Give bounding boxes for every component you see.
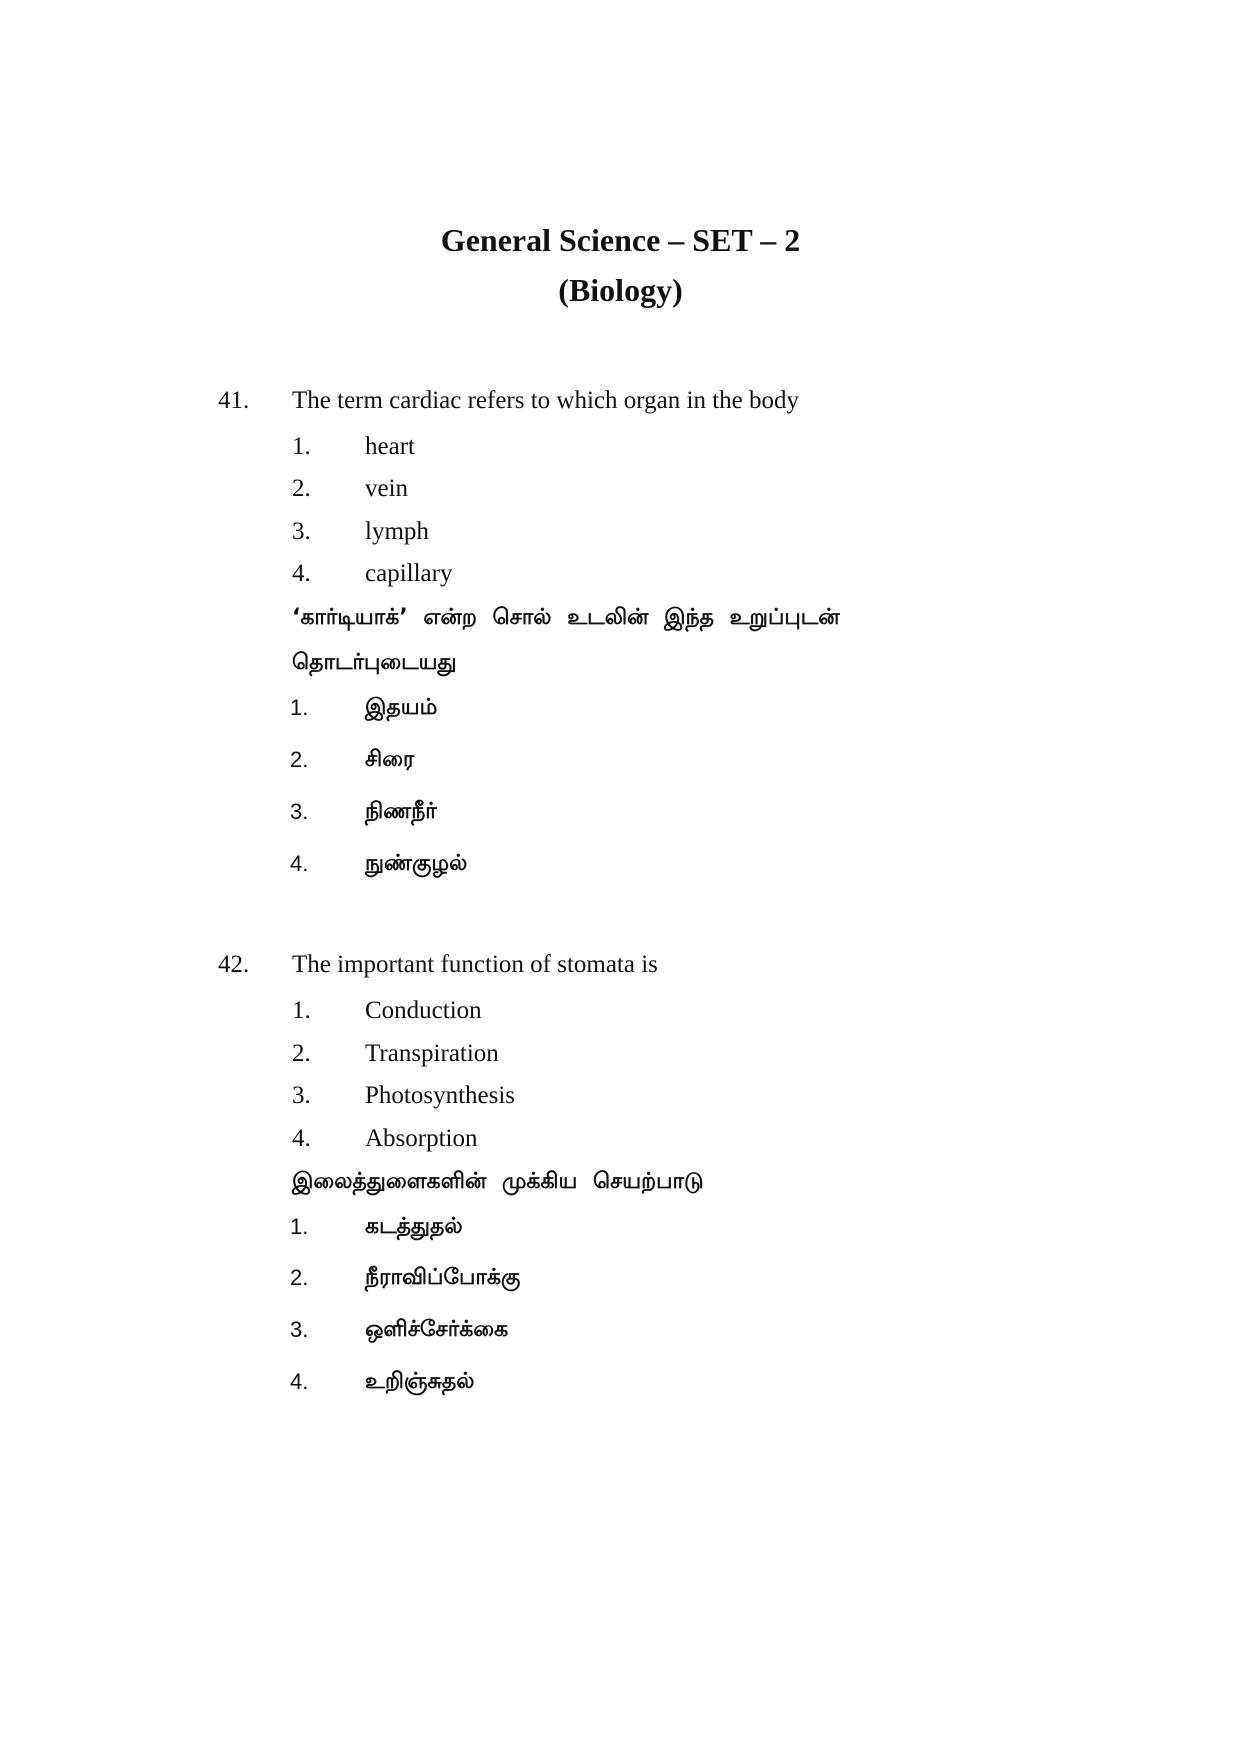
- option-text: Absorption: [365, 1125, 478, 1152]
- tamil-option-number: 1.: [290, 1214, 309, 1239]
- tamil-option-text: நுண்குழல்: [365, 851, 468, 876]
- option-number: 3.: [292, 518, 311, 545]
- tamil-question-text: ‘கார்டியாக்’ என்ற சொல் உடலின் இந்த உறுப்புடன்: [292, 605, 840, 630]
- option-text: Photosynthesis: [365, 1082, 516, 1109]
- option-number: 1.: [292, 433, 311, 460]
- tamil-question-text: இலைத்துளைகளின் முக்கிய செயற்பாடு: [292, 1169, 704, 1194]
- tamil-option-text: நீராவிப்போக்கு: [365, 1265, 521, 1290]
- question-text: The term cardiac refers to which organ in the body: [292, 387, 799, 414]
- tamil-question-text: தொடர்புடையது: [292, 650, 457, 675]
- tamil-option-number: 4.: [290, 851, 309, 876]
- question-number: 42.: [218, 951, 250, 978]
- option-text: Conduction: [365, 997, 482, 1024]
- question-number: 41.: [218, 387, 250, 414]
- tamil-option-number: 2.: [290, 747, 309, 772]
- option-number: 2.: [292, 1040, 311, 1067]
- tamil-option-text: ஒளிச்சேர்க்கை: [365, 1317, 509, 1342]
- page-title: General Science – SET – 2: [440, 222, 801, 258]
- tamil-option-text: உறிஞ்சுதல்: [365, 1369, 475, 1394]
- option-text: lymph: [365, 518, 429, 545]
- tamil-option-number: 4.: [290, 1369, 309, 1394]
- tamil-option-number: 3.: [290, 1317, 309, 1342]
- tamil-option-text: கடத்துதல்: [365, 1214, 463, 1239]
- option-number: 1.: [292, 997, 311, 1024]
- page-subtitle: (Biology): [558, 272, 683, 308]
- option-text: heart: [365, 433, 415, 460]
- tamil-option-text: சிரை: [365, 747, 415, 772]
- option-number: 3.: [292, 1082, 311, 1109]
- tamil-option-text: இதயம்: [365, 695, 438, 720]
- option-text: capillary: [365, 560, 453, 587]
- option-number: 4.: [292, 560, 311, 587]
- tamil-option-number: 3.: [290, 799, 309, 824]
- option-number: 2.: [292, 475, 311, 502]
- question-text: The important function of stomata is: [292, 951, 658, 978]
- option-text: Transpiration: [365, 1040, 499, 1067]
- tamil-option-number: 1.: [290, 695, 309, 720]
- option-number: 4.: [292, 1125, 311, 1152]
- tamil-option-text: நிணநீர்: [365, 799, 437, 824]
- option-text: vein: [365, 475, 409, 502]
- tamil-option-number: 2.: [290, 1265, 309, 1290]
